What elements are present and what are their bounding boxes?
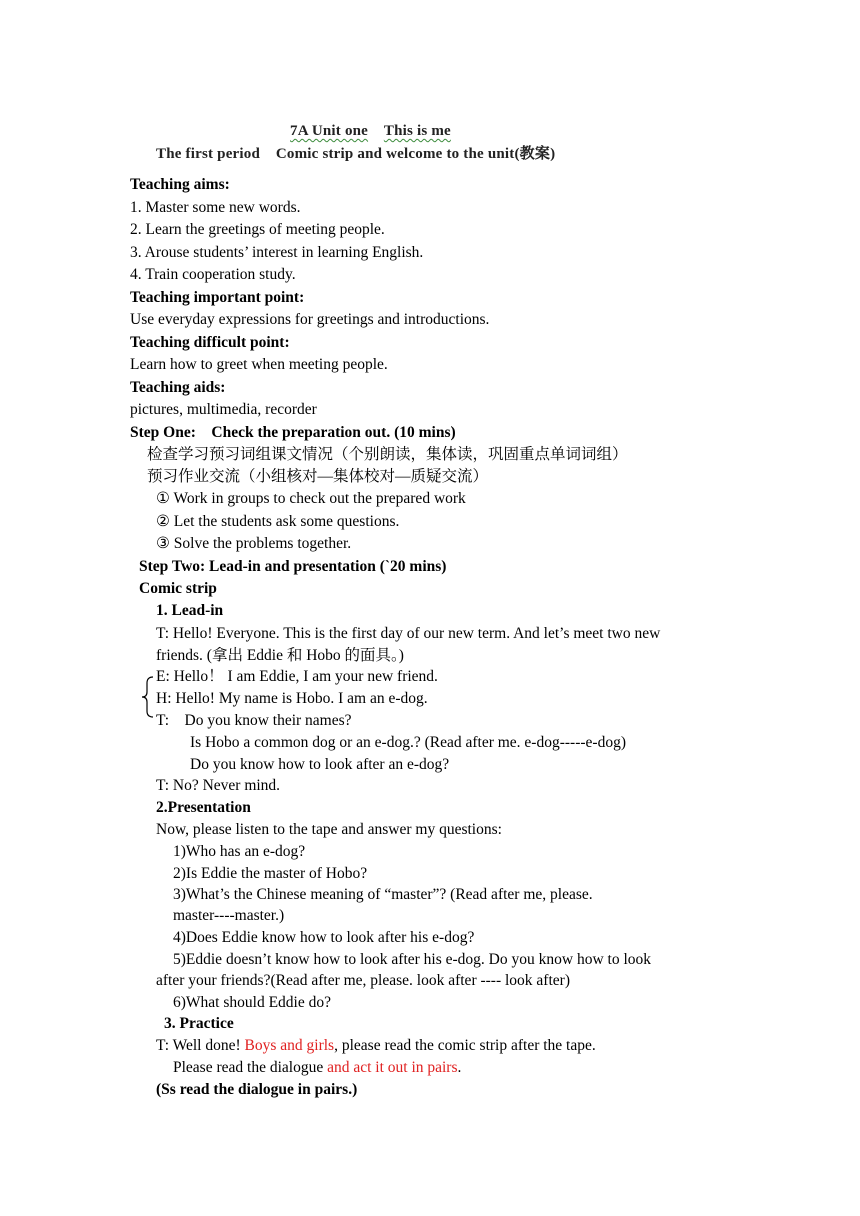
teacher-line-2b: Is Hobo a common dog or an e-dog.? (Read after me. e-dog-----e-dog) <box>190 734 626 751</box>
difficult-text: Learn how to greet when meeting people. <box>130 356 388 373</box>
practice-line-2-pre: Please read the dialogue <box>173 1059 328 1076</box>
topic-label: Comic strip and welcome to the unit(教案) <box>275 146 556 162</box>
period-title <box>156 144 555 164</box>
question-5b: after your friends?(Read after me, please. look after ---- look after) <box>156 972 570 989</box>
aim-item-1: 1. Master some new words. <box>130 199 301 216</box>
step-one-cn-1: 检查学习预习词组课文情况（个别朗读，集体读，巩固重点单词词组） <box>147 446 628 463</box>
aim-item-4: 4. Train cooperation study. <box>130 266 296 283</box>
important-heading: Teaching important point: <box>130 289 305 306</box>
comic-strip-heading: Comic strip <box>139 580 217 597</box>
period-label: The first period <box>156 146 261 162</box>
question-5a: 5)Eddie doesn’t know how to look after his e-dog. Do you know how to look <box>173 951 652 968</box>
important-text: Use everyday expressions for greetings and introductions. <box>130 311 490 328</box>
question-6: 6)What should Eddie do? <box>173 994 331 1011</box>
question-4: 4)Does Eddie know how to look after his e-dog? <box>173 929 475 946</box>
practice-line-1-post: , please read the comic strip after the tape. <box>334 1037 596 1054</box>
teacher-line-3: T: No? Never mind. <box>156 777 281 794</box>
step-one-cn-2: 预习作业交流（小组核对—集体校对—质疑交流） <box>147 468 489 485</box>
unit-title <box>290 121 451 141</box>
step-one-item-3: ③ Solve the problems together. <box>156 535 352 552</box>
practice-line-1-pre: T: Well done! <box>156 1037 245 1054</box>
question-1: 1)Who has an e-dog? <box>173 843 306 860</box>
step-one-heading: Step One: Check the preparation out. (10 mins) <box>130 424 456 441</box>
step-one-item-2: ② Let the students ask some questions. <box>156 513 400 530</box>
question-3a: 3)What’s the Chinese meaning of “master”? (Read after me, please. <box>173 886 593 903</box>
unit-title-part-b: This is me <box>383 123 451 139</box>
teacher-line-1b: friends. (拿出 Eddie 和 Hobo 的面具。) <box>156 647 404 664</box>
leadin-heading: 1. Lead-in <box>156 602 224 619</box>
difficult-heading: Teaching difficult point: <box>130 334 290 351</box>
question-3b: master----master.) <box>173 907 285 924</box>
step-two-heading: Step Two: Lead-in and presentation (`20 mins) <box>139 558 447 575</box>
hobo-line: H: Hello! My name is Hobo. I am an e-dog. <box>156 690 428 707</box>
aim-item-2: 2. Learn the greetings of meeting people. <box>130 221 385 238</box>
practice-heading: 3. Practice <box>164 1015 234 1032</box>
eddie-line: E: Hello！ I am Eddie, I am your new friend. <box>156 668 438 685</box>
unit-title-part-a: 7A Unit one <box>290 123 369 139</box>
step-one-item-1: ① Work in groups to check out the prepared work <box>156 490 466 507</box>
aim-item-3: 3. Arouse students’ interest in learning English. <box>130 244 424 261</box>
aids-text: pictures, multimedia, recorder <box>130 401 317 418</box>
question-2: 2)Is Eddie the master of Hobo? <box>173 865 368 882</box>
dialogue-brace-icon <box>141 675 155 719</box>
teacher-line-1a: T: Hello! Everyone. This is the first day of our new term. And let’s meet two new <box>156 625 661 642</box>
presentation-intro: Now, please listen to the tape and answer my questions: <box>156 821 502 838</box>
teacher-line-2a: T: Do you know their names? <box>156 712 352 729</box>
practice-line-1-highlight: Boys and girls <box>244 1037 335 1054</box>
aims-heading: Teaching aims: <box>130 176 230 193</box>
aids-heading: Teaching aids: <box>130 379 226 396</box>
practice-line-3: (Ss read the dialogue in pairs.) <box>156 1081 358 1098</box>
teacher-line-2c: Do you know how to look after an e-dog? <box>190 756 450 773</box>
practice-line-1 <box>156 1036 596 1056</box>
presentation-heading: 2.Presentation <box>156 799 251 816</box>
practice-line-2 <box>173 1058 461 1078</box>
practice-line-2-highlight: and act it out in pairs <box>327 1059 458 1076</box>
practice-line-2-post: . <box>457 1059 462 1076</box>
